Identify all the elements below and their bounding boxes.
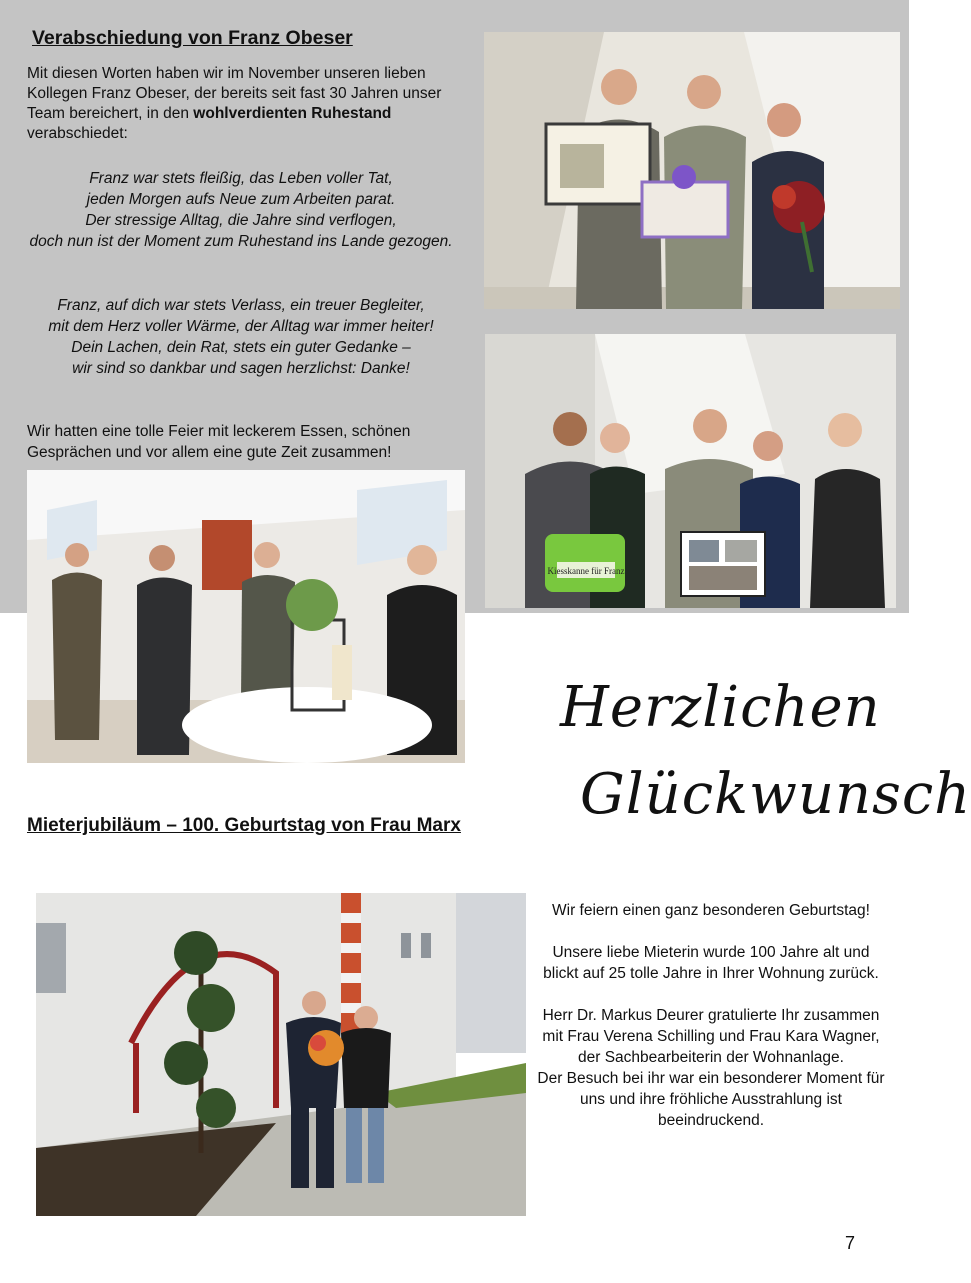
photo-building-visit — [36, 893, 526, 1216]
poem-line: Dein Lachen, dein Rat, stets ein guter Gedanke – — [71, 339, 411, 356]
photo-party-room — [27, 470, 465, 763]
poem-stanza-2 — [27, 295, 455, 379]
birthday-paragraph-4: Der Besuch bei ihr war ein besonderer Moment für uns und ihre fröhliche Ausstrahlung ist beeindruckend. — [537, 1070, 885, 1129]
birthday-text — [536, 900, 886, 1131]
greeting-line-2: Glückwunsch — [580, 762, 971, 827]
birthday-paragraph-1: Wir feiern einen ganz besonderen Geburtstag! — [552, 902, 870, 919]
intro-text-1: Mit diesen Worten haben wir im November unseren lieben Kollegen Franz Obeser, der bereits seit fast 30 Jahren unser Team bereichert, in den — [27, 65, 442, 122]
greeting-line-1: Herzlichen — [560, 675, 881, 740]
poem-line: Der stressige Alltag, die Jahre sind verflogen, — [85, 212, 397, 229]
birthday-title: Mieterjubiläum – 100. Geburtstag von Frau Marx — [27, 815, 461, 836]
farewell-intro — [27, 64, 482, 144]
poem-stanza-1 — [27, 168, 455, 252]
farewell-closing: Wir hatten eine tolle Feier mit leckerem Essen, schönen Gesprächen und vor allem eine gute Zeit zusammen! — [27, 423, 411, 461]
poem-line: Franz war stets fleißig, das Leben voller Tat, — [89, 170, 393, 187]
birthday-paragraph-2: Unsere liebe Mieterin wurde 100 Jahre alt und blickt auf 25 tolle Jahre in Ihrer Wohnung zurück. — [543, 944, 879, 982]
intro-bold-text: wohlverdienten Ruhestand — [193, 105, 392, 122]
spacer — [536, 984, 886, 1005]
photo-group-watering-can — [485, 334, 896, 608]
poem-line: mit dem Herz voller Wärme, der Alltag war immer heiter! — [48, 318, 434, 335]
page-number: 7 — [845, 1233, 856, 1253]
poem-line: wir sind so dankbar und sagen herzlichst: Danke! — [72, 360, 410, 377]
poem-line: jeden Morgen aufs Neue zum Arbeiten parat. — [86, 191, 396, 208]
farewell-title: Verabschiedung von Franz Obeser — [32, 27, 353, 49]
birthday-paragraph-3: Herr Dr. Markus Deurer gratulierte Ihr zusammen mit Frau Verena Schilling und Frau Kara Wagner, der Sachbearbeiterin der Wohnanlage. — [542, 1007, 880, 1066]
watering-can-label: Kiesskanne für Franz — [547, 566, 625, 576]
spacer — [536, 921, 886, 942]
photo-gift-handover — [484, 32, 900, 309]
poem-line: doch nun ist der Moment zum Ruhestand ins Lande gezogen. — [29, 233, 453, 250]
intro-text-2: verabschiedet: — [27, 125, 128, 142]
poem-line: Franz, auf dich war stets Verlass, ein treuer Begleiter, — [57, 297, 425, 314]
